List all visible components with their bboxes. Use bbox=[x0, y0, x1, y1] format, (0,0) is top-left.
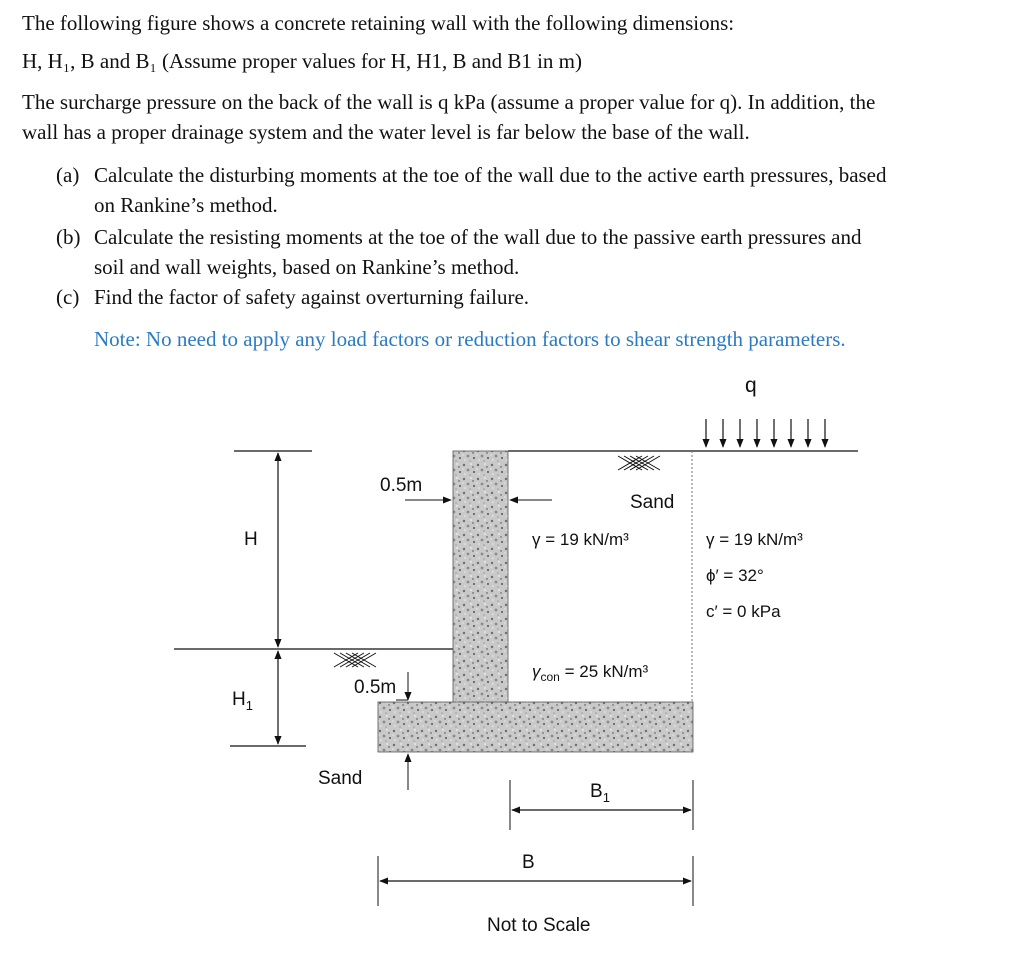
note-text: Note: No need to apply any load factors or reduction factors to shear strength parameters. bbox=[94, 327, 846, 351]
label-gamma-con: $\gamma_{con} = 25$ kN/m³ bbox=[532, 662, 649, 684]
props-gamma: γ = 19 kN/m³ bbox=[706, 530, 803, 549]
part-a-text: Calculate the disturbing moments at the toe of the wall due to the active earth pressures, based bbox=[94, 163, 887, 187]
props-phi: ϕ′ = 32° bbox=[706, 566, 764, 585]
part-b-text: Calculate the resisting moments at the toe of the wall due to the passive earth pressures and bbox=[94, 225, 862, 249]
part-a-continuation: on Rankine’s method. bbox=[94, 193, 278, 217]
part-a-tag: (a) bbox=[56, 163, 80, 187]
part-c-text: Find the factor of safety against overturning failure. bbox=[94, 285, 530, 309]
part-b-tag: (b) bbox=[56, 225, 81, 249]
intro-line-2: H, H₁, B and B₁ (Assume proper values for H, H1, B and B1 in m) bbox=[22, 49, 582, 73]
backfill-hatch-icon bbox=[618, 456, 660, 470]
label-b: B bbox=[522, 852, 535, 873]
front-soil-hatch-icon bbox=[334, 653, 376, 667]
label-h: H bbox=[244, 529, 258, 550]
label-stem-thickness: 0.5m bbox=[380, 475, 423, 496]
wall-stem bbox=[453, 451, 508, 703]
wall-base bbox=[378, 702, 693, 752]
part-b-continuation: soil and wall weights, based on Rankine’s method. bbox=[94, 255, 520, 279]
label-not-to-scale: Not to Scale bbox=[487, 915, 591, 936]
surcharge-arrows-icon bbox=[706, 419, 825, 447]
label-b1: $B_1$ bbox=[590, 781, 610, 805]
label-sand-back: Sand bbox=[630, 492, 675, 513]
props-c: c′ = 0 kPa bbox=[706, 602, 781, 621]
part-c-tag: (c) bbox=[56, 285, 80, 309]
label-h1: $H_1$ bbox=[232, 689, 253, 713]
surcharge-line-2: wall has a proper drainage system and the water level is far below the base of the wall. bbox=[22, 120, 750, 144]
intro-line-1: The following figure shows a concrete retaining wall with the following dimensions: bbox=[22, 11, 735, 35]
label-gamma-back: γ = 19 kN/m³ bbox=[532, 530, 629, 549]
surcharge-line-1: The surcharge pressure on the back of the wall is q kPa (assume a proper value for q). In addition, the bbox=[22, 90, 876, 114]
label-base-thickness: 0.5m bbox=[354, 677, 397, 698]
label-q: q bbox=[745, 374, 757, 397]
label-sand-front: Sand bbox=[318, 768, 363, 789]
